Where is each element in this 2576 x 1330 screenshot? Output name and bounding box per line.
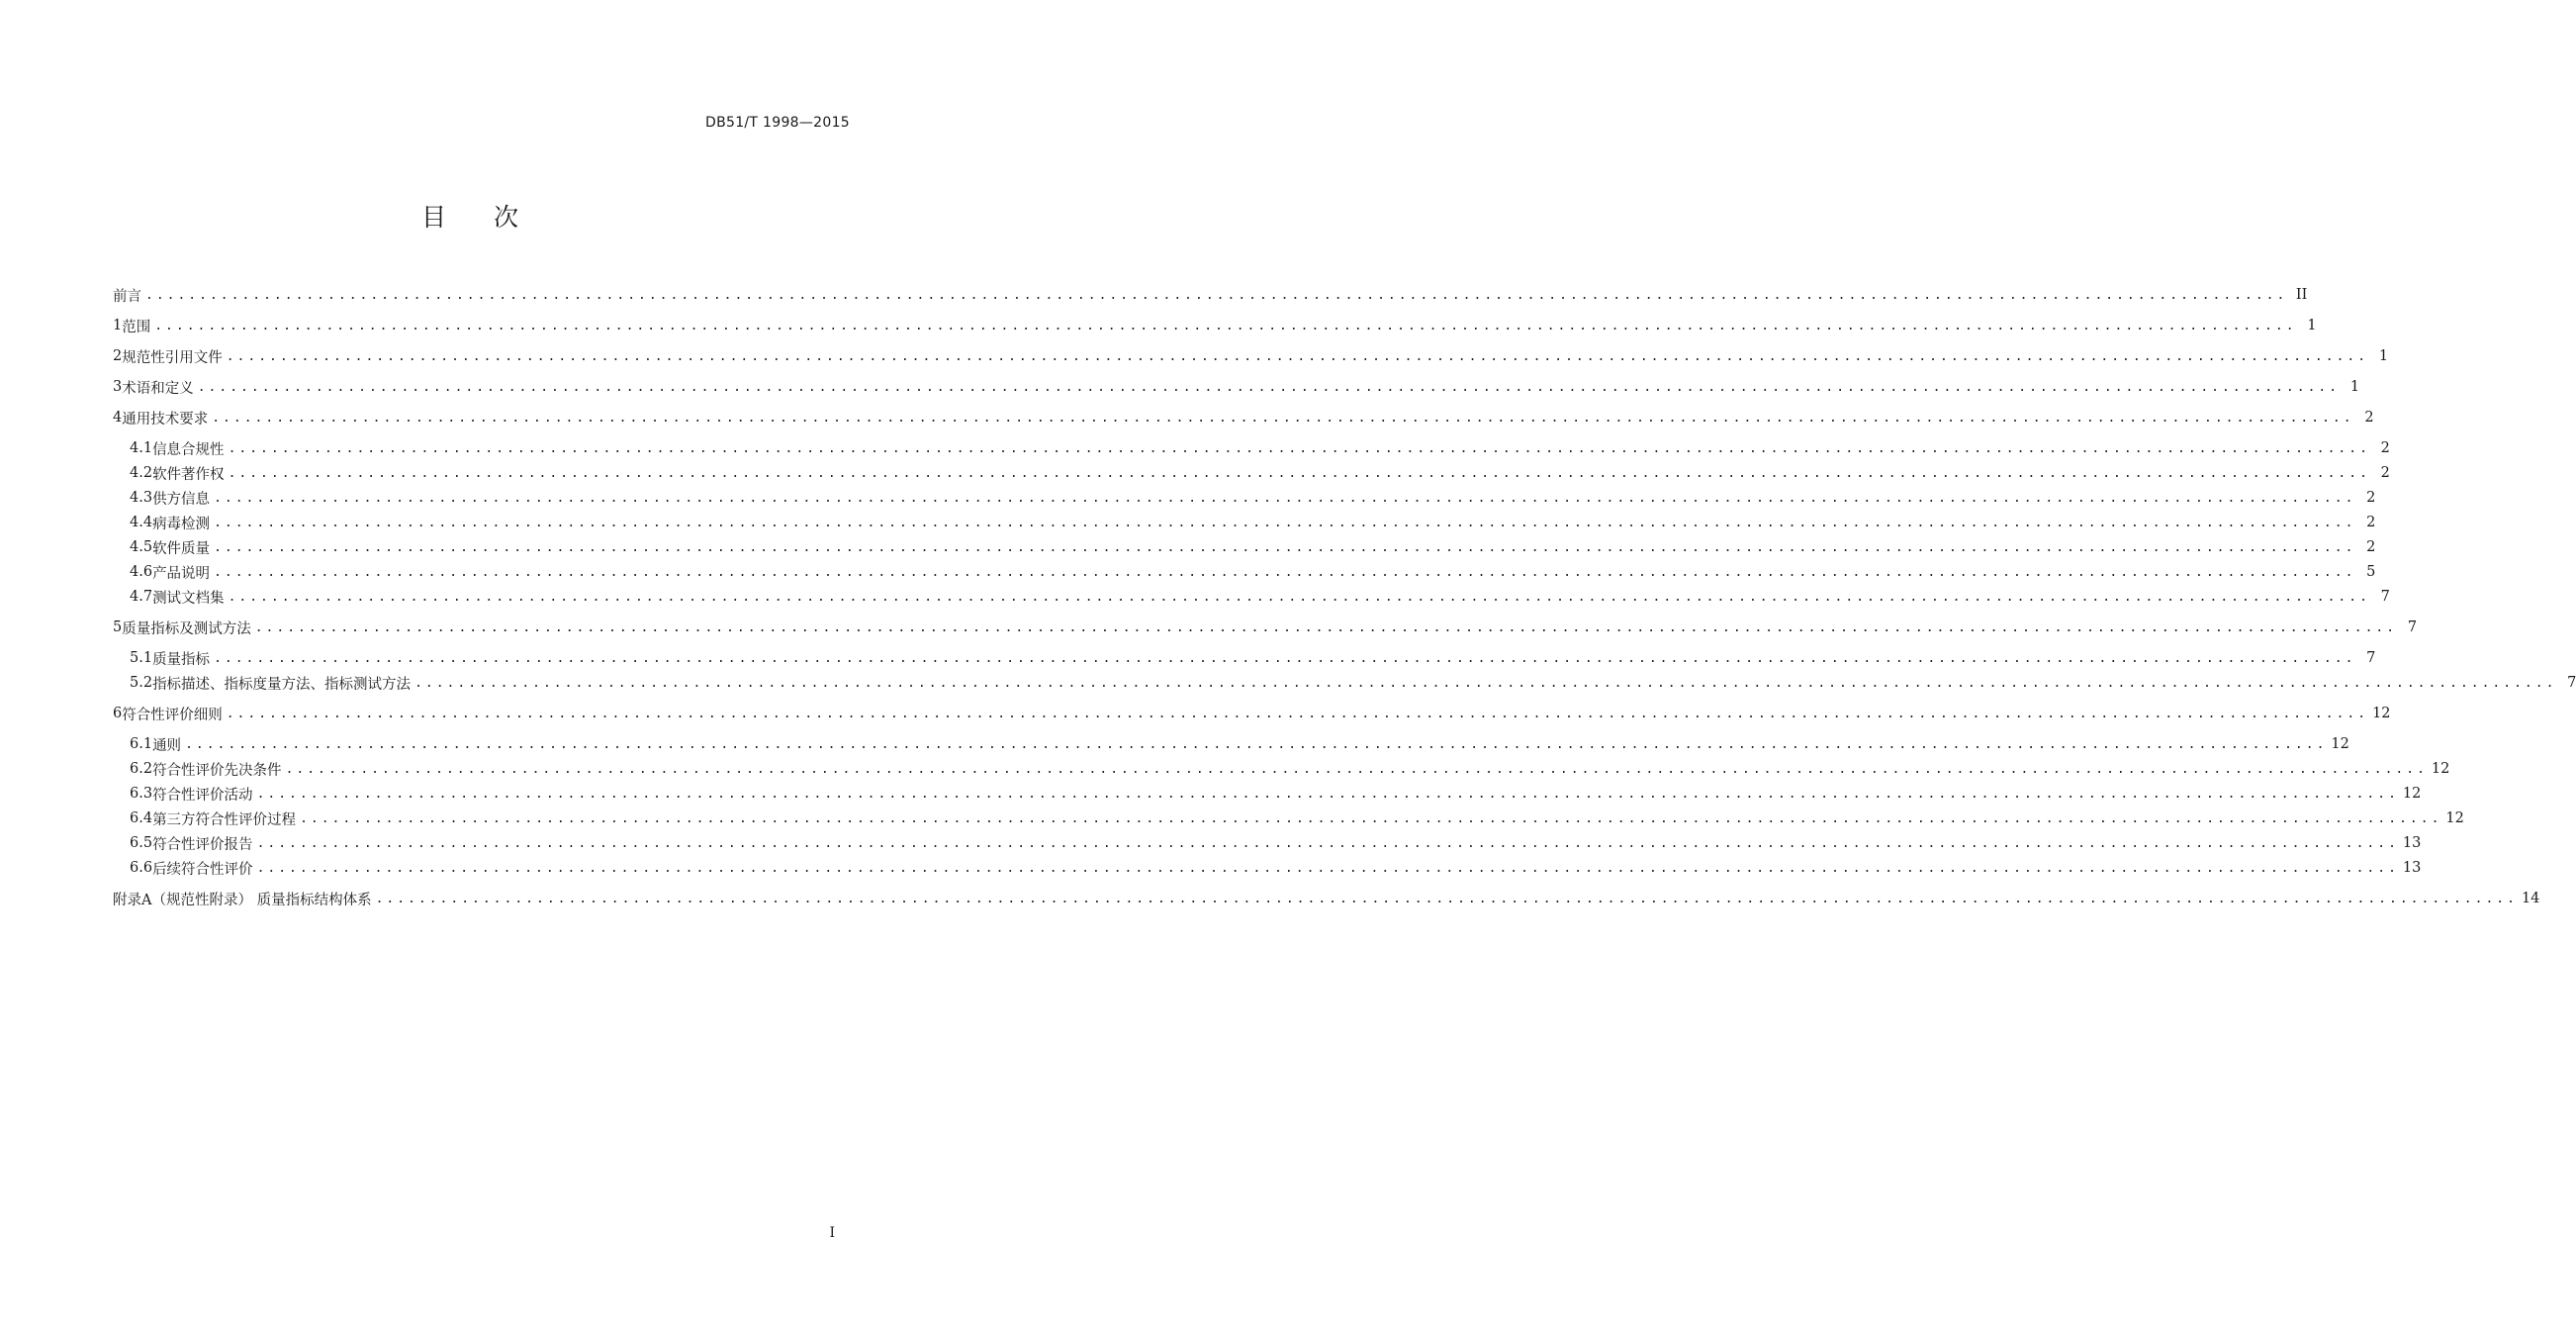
toc-entry-number: 5 [113,619,123,635]
toc-entry-number: 6.4 [130,810,153,826]
toc-entry-number: 6.2 [130,761,153,777]
dot-leader: ........................................................................................................................................................................................................ [214,490,2356,506]
toc-entry-6[interactable] [113,703,2391,724]
toc-entry-label: 符合性评价先决条件 [152,762,282,779]
toc-entry-number: 4.2 [130,465,153,481]
toc-entry-label: 规范性引用文件 [122,349,223,366]
toc-entry-4-3[interactable] [130,487,2376,509]
toc-entry-page: 2 [2366,539,2376,555]
toc-entry-label: 病毒检测 [152,516,211,532]
toc-entry-number: 6.1 [130,736,153,752]
toc-entry-3[interactable] [113,376,2360,398]
page-number: I [829,1225,835,1241]
dot-leader: ........................................................................................................................................................................................................ [214,515,2356,530]
toc-entry-page: 12 [2331,736,2349,752]
toc-entry-number: 6.3 [130,786,153,802]
toc-entry-6-2[interactable] [130,758,2450,780]
toc-entry-page: 7 [2407,619,2418,635]
toc-entry-label: 供方信息 [152,491,211,508]
toc-entry-6-1[interactable] [130,733,2349,755]
toc-entry-number: 6 [113,706,123,721]
toc-entry-page: 12 [2372,706,2391,721]
toc-entry-5-2[interactable] [130,672,2576,694]
toc-entry-5-1[interactable] [130,647,2376,669]
toc-entry-label: 范围 [122,319,151,335]
toc-entry-label: 符合性评价活动 [152,787,253,804]
dot-leader: ........................................................................................................................................................................................................ [226,706,2369,721]
toc-entry-4-4[interactable] [130,512,2376,533]
dot-leader: ........................................................................................................................................................................................................ [228,440,2370,456]
toc-entry-label: 通则 [152,737,182,754]
toc-entry-number: 2 [113,348,123,364]
toc-entry-page: 2 [2366,490,2376,506]
toc-entry-label: 产品说明 [152,565,211,582]
toc-entry-1[interactable] [113,315,2317,336]
toc-entry-label: 后续符合性评价 [152,861,253,878]
toc-entry-6-6[interactable] [130,857,2422,879]
toc-entry-page: 12 [2431,761,2450,777]
dot-leader: ........................................................................................................................................................................................................ [228,465,2370,481]
toc-entry-page: 2 [2380,440,2390,456]
toc-entry-number: 4.5 [130,539,153,555]
toc-entry-label: 附录A（规范性附录） 质量指标结构体系 [113,892,372,908]
toc-entry-foreword[interactable] [113,284,2308,306]
toc-entry-label: 信息合规性 [152,441,225,458]
toc-entry-page: II [2295,287,2308,303]
dot-leader: ........................................................................................................................................................................................................ [414,675,2557,691]
toc-entry-page: 7 [2380,589,2390,605]
toc-entry-4[interactable] [113,407,2374,428]
toc-entry-number: 4 [113,410,123,426]
toc-entry-page: 12 [2402,786,2422,802]
dot-leader: ........................................................................................................................................................................................................ [214,650,2356,666]
toc-title: 目 次 [421,203,538,232]
toc-entry-label: 前言 [113,288,141,305]
dot-leader: ........................................................................................................................................................................................................ [256,786,2399,802]
dot-leader: ........................................................................................................................................................................................................ [300,810,2442,826]
dot-leader: ........................................................................................................................................................................................................ [214,539,2356,555]
dot-leader: ........................................................................................................................................................................................................ [214,564,2356,580]
toc-entry-number: 5.2 [130,675,153,691]
dot-leader: ........................................................................................................................................................................................................ [254,619,2398,635]
toc-entry-4-6[interactable] [130,561,2376,583]
dot-leader: ........................................................................................................................................................................................................ [197,379,2341,395]
toc-entry-page: 5 [2366,564,2376,580]
toc-entry-label: 测试文档集 [152,590,225,607]
toc-entry-number: 4.1 [130,440,153,456]
toc-entry-page: 13 [2402,860,2422,876]
toc-entry-5[interactable] [113,617,2418,638]
toc-entry-2[interactable] [113,345,2389,367]
toc-entry-number: 4.4 [130,515,153,530]
toc-entry-4-7[interactable] [130,586,2390,608]
toc-entry-label: 质量指标 [152,651,211,668]
toc-entry-4-2[interactable] [130,462,2390,484]
toc-entry-6-3[interactable] [130,783,2422,805]
toc-entry-number: 5.1 [130,650,153,666]
toc-entry-label: 软件著作权 [152,466,225,483]
toc-entry-label: 质量指标及测试方法 [122,620,251,637]
toc-entry-page: 2 [2366,515,2376,530]
toc-entry-page: 1 [2307,318,2317,333]
dot-leader: ........................................................................................................................................................................................................ [145,287,2288,303]
toc-entry-6-5[interactable] [130,832,2422,854]
toc-entry-number: 4.3 [130,490,153,506]
toc-entry-page: 2 [2364,410,2374,426]
toc-entry-page: 13 [2402,835,2422,851]
toc-entry-page: 7 [2366,650,2376,666]
toc-entry-number: 3 [113,379,123,395]
toc-entry-label: 指标描述、指标度量方法、指标测试方法 [152,676,412,693]
toc-entry-page: 7 [2567,675,2576,691]
dot-leader: ........................................................................................................................................................................................................ [285,761,2428,777]
dot-leader: ........................................................................................................................................................................................................ [226,348,2369,364]
toc-entry-number: 6.6 [130,860,153,876]
dot-leader: ........................................................................................................................................................................................................ [185,736,2328,752]
toc-entry-label: 软件质量 [152,540,211,557]
toc-entry-number: 1 [113,318,123,333]
toc-entry-number: 4.7 [130,589,153,605]
toc-entry-page: 1 [2378,348,2389,364]
dot-leader: ........................................................................................................................................................................................................ [256,835,2399,851]
toc-entry-4-5[interactable] [130,536,2376,558]
toc-entry-page: 1 [2349,379,2360,395]
toc-entry-number: 6.5 [130,835,153,851]
toc-entry-label: 符合性评价细则 [122,707,223,723]
dot-leader: ........................................................................................................................................................................................................ [375,891,2518,906]
dot-leader: ........................................................................................................................................................................................................ [228,589,2370,605]
dot-leader: ........................................................................................................................................................................................................ [256,860,2399,876]
toc-entry-6-4[interactable] [130,808,2464,829]
dot-leader: ........................................................................................................................................................................................................ [212,410,2354,426]
toc-entry-label: 通用技术要求 [122,411,209,428]
toc-entry-4-1[interactable] [130,437,2390,459]
toc-entry-page: 14 [2521,891,2540,906]
toc-entry-label: 第三方符合性评价过程 [152,811,297,828]
toc-entry-number: 4.6 [130,564,153,580]
toc-entry-label: 符合性评价报告 [152,836,253,853]
toc-entry-label: 术语和定义 [122,380,194,397]
dot-leader: ........................................................................................................................................................................................................ [154,318,2297,333]
toc-entry-page: 2 [2380,465,2390,481]
toc-entry-page: 12 [2445,810,2464,826]
standard-code: DB51/T 1998—2015 [705,115,850,131]
toc-entry-annex-a[interactable] [113,888,2540,909]
